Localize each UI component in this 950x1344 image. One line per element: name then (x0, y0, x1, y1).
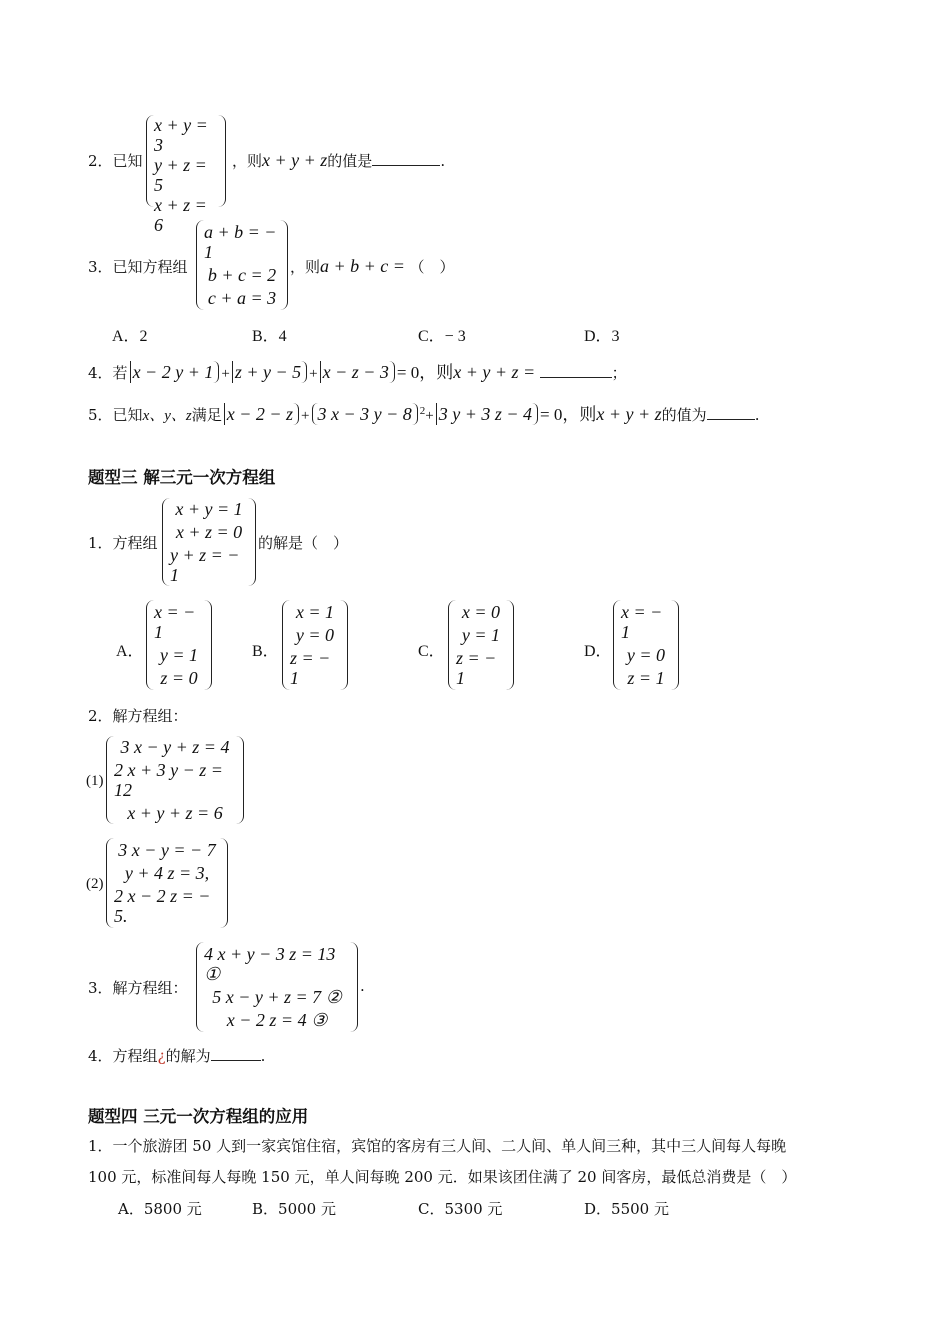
s3-q1-suffix: 的解是（ ） (258, 534, 349, 552)
s4-q1-line1: 1．一个旅游团 50 人到一家宾馆住宿，宾馆的客房有三人间、二人间、单人间三种，其中三人间每人每晚 (88, 1137, 787, 1155)
answer-blank (540, 363, 612, 378)
answer-blank (211, 1046, 261, 1061)
s3-q1-option-c-label: C． (418, 643, 445, 660)
equation: y = 1 (461, 624, 501, 645)
equation: y + 4 z = 3, (124, 862, 210, 883)
equation: z = 0 (160, 668, 198, 689)
q3-question: ，则a + b + c = （ ） (290, 256, 455, 276)
s3-q3-text: 3．解方程组： (88, 979, 188, 997)
equation: z = − 1 (290, 648, 331, 689)
equation: x = 1 (295, 601, 335, 622)
s3-q2-p2-system (106, 838, 228, 928)
s3-q1-option-d (613, 600, 679, 690)
q2-system (146, 115, 226, 235)
equation: y = 1 (159, 644, 199, 665)
equation: x = − 1 (621, 601, 663, 642)
equation: 3 x − y + z = 4 (120, 737, 230, 758)
q5: 5．已知x、y、z满足 x − 2 − z + 3 x − 3 y − 8 $^2$+ 3 y + 3 z − 4 = 0，则x + y + z的值为 . (88, 404, 760, 424)
s4-q1-option-a: A．5800 元 (118, 1200, 202, 1218)
s3-q1-option-c (448, 600, 514, 690)
q2-number: 2．已知 (88, 152, 143, 170)
equation: 2 x − 2 z = − 5. (114, 886, 211, 927)
s3-q1-option-d-label: D． (584, 643, 612, 660)
s3-q1-option-b (282, 600, 348, 690)
section-heading-3: 题型三 解三元一次方程组 (88, 468, 276, 487)
q3-option-c: C．− 3 (418, 328, 466, 345)
answer-blank (372, 151, 440, 166)
equation: x + y = 3 (154, 115, 208, 155)
equation: x − 2 z = 4 ③ (226, 1010, 328, 1031)
answer-blank (707, 405, 755, 420)
q3-option-b: B．4 (252, 328, 287, 345)
equation: x + y = 1 (175, 499, 243, 520)
equation: b + c = 2 (207, 264, 277, 285)
equation: 5 x − y + z = 7 ② (212, 986, 342, 1007)
s3-q3-end: . (360, 977, 365, 995)
equation: y + z = 5 (154, 155, 207, 195)
q3-system (196, 220, 288, 310)
s3-q3-system (196, 942, 358, 1032)
q4: 4．若 x − 2 y + 1 + z + y − 5 + x − z − 3 = 0，则x + y + z = ； (88, 362, 627, 382)
equation: x + z = 0 (175, 521, 243, 542)
q3-option-d: D．3 (584, 328, 620, 345)
s4-q1-option-d: D．5500 元 (584, 1200, 669, 1218)
equation: z = − 1 (456, 648, 497, 689)
equation: x + y + z = 6 (127, 802, 223, 823)
s3-q4: 4．方程组¿的解为 . (88, 1047, 266, 1065)
s3-q2-p1-system (106, 736, 244, 824)
s3-q1-option-a (146, 600, 212, 690)
s3-q1-option-b-label: B． (252, 643, 279, 660)
s4-q1-line2: 100 元，标准间每人每晚 150 元，单人间每晚 200 元．如果该团住满了 20 间客房，最低总消费是（ ） (88, 1168, 797, 1186)
s4-q1-option-b: B．5000 元 (252, 1200, 336, 1218)
equation: x = − 1 (154, 601, 196, 642)
equation: 4 x + y − 3 z = 13 ① (204, 943, 336, 984)
s4-q1-option-c: C．5300 元 (418, 1200, 503, 1218)
section-heading-4: 题型四 三元一次方程组的应用 (88, 1107, 309, 1126)
equation: x + z = 6 (154, 195, 207, 235)
s3-q1-system (162, 498, 256, 586)
equation: a + b = − 1 (204, 221, 277, 262)
equation: c + a = 3 (207, 288, 277, 309)
equation: y = 0 (626, 644, 666, 665)
q3-option-a: A．2 (112, 328, 148, 345)
s3-q1-number: 1．方程组 (88, 534, 158, 552)
s3-q2-text: 2．解方程组： (88, 707, 188, 725)
equation: y + z = − 1 (170, 544, 240, 585)
q3-number: 3．已知方程组 (88, 258, 188, 276)
equation: x = 0 (461, 601, 501, 622)
s3-q1-option-a-label: A． (116, 643, 144, 660)
s3-q2-p1-label: (1) (86, 773, 104, 789)
equation: z = 1 (627, 668, 665, 689)
s3-q2-p2-label: (2) (86, 876, 104, 892)
equation: y = 0 (295, 624, 335, 645)
q2-question: ，则x + y + z的值是 . (232, 150, 446, 170)
equation: 3 x − y = − 7 (118, 839, 216, 860)
equation: 2 x + 3 y − z = 12 (114, 759, 223, 800)
